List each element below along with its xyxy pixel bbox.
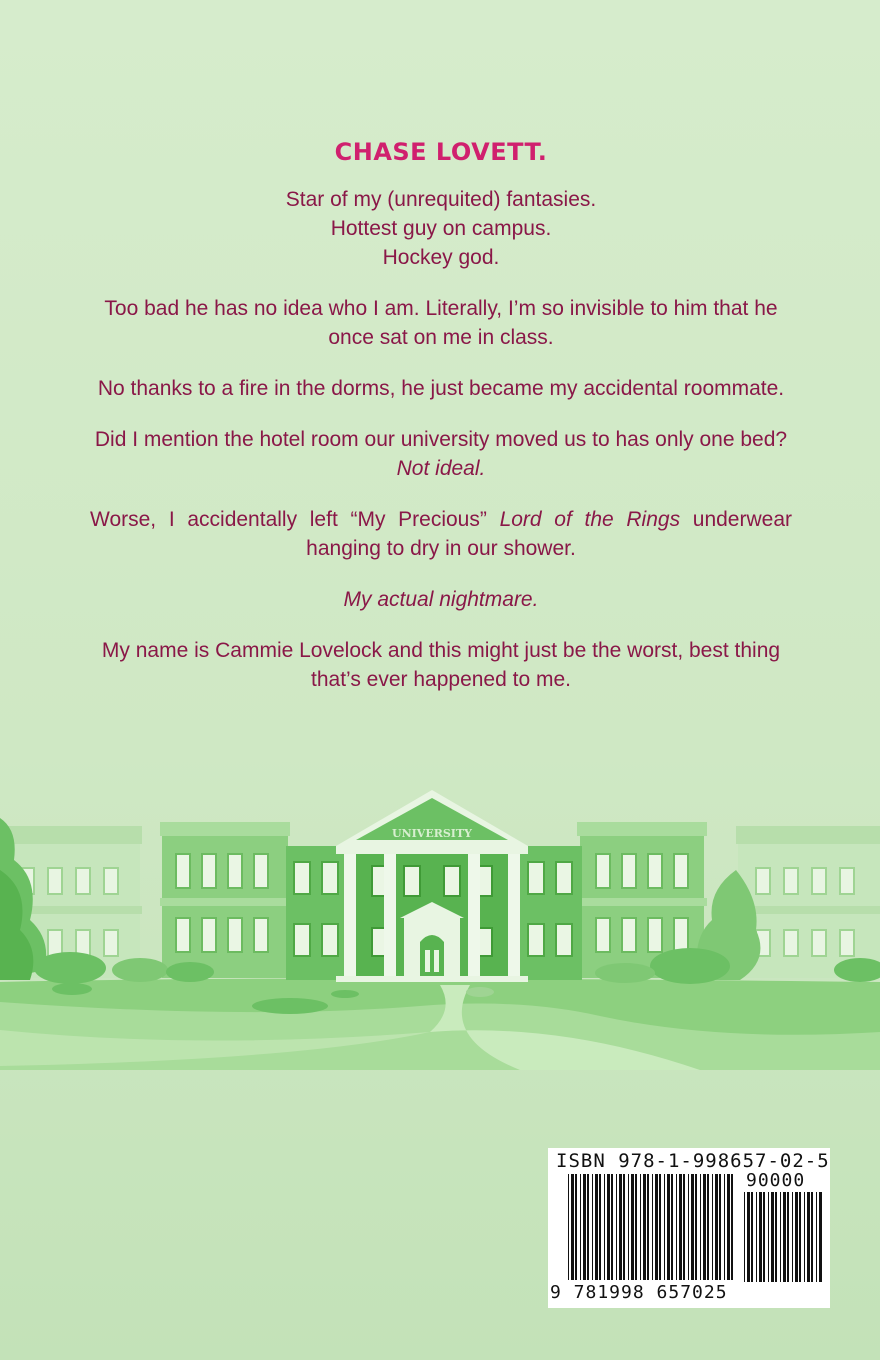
barcode-bar [804,1192,805,1282]
barcode-bar [719,1174,721,1280]
barcode-bar [731,1174,733,1280]
barcode-bar [688,1174,689,1280]
barcode-bar [695,1174,697,1280]
barcode-bar [744,1192,745,1282]
barcode-bar [664,1174,665,1280]
barcode-bar [631,1174,634,1280]
barcode-bar [768,1192,769,1282]
barcode-bar [599,1174,601,1280]
intro-line: Star of my (unrequited) fantasies. [285,188,597,211]
barcode-bar [616,1174,617,1280]
barcode-bar [604,1174,605,1280]
barcode-bar [652,1174,653,1280]
barcode-bar [647,1174,649,1280]
barcode-bar [787,1192,789,1282]
paragraph-roommate: No thanks to a fire in the dorms, he just became my accidental roommate. [97,377,785,400]
paragraph-nightmare [90,585,792,614]
intro-line: Hockey god. [382,246,500,269]
barcode-bar [667,1174,670,1280]
barcode-bar [640,1174,641,1280]
barcode-bar [816,1192,817,1282]
barcode-bar [635,1174,637,1280]
isbn-barcode [548,1148,830,1308]
barcode-bar [756,1192,757,1282]
barcode-bar [700,1174,701,1280]
intro-line: Hottest guy on campus. [330,217,552,240]
lotr-title: Lord of the Rings [499,508,681,531]
barcode-bar [807,1192,810,1282]
blurb [90,138,792,716]
not-ideal-line: Not ideal. [396,457,486,480]
barcode-bar [595,1174,598,1280]
barcode-bar [568,1174,569,1280]
barcode-bar [571,1174,574,1280]
barcode-bar [780,1192,781,1282]
barcode-bar [775,1192,777,1282]
paragraph-closing: My name is Cammie Lovelock and this might just be the worst, best thing that’s ever happened to me. [101,639,781,691]
blurb-title: CHASE LOVETT. [334,138,548,166]
barcode-bar [715,1174,718,1280]
barcode-bar [792,1192,793,1282]
barcode-bar [724,1174,725,1280]
barcode-bar [795,1192,798,1282]
one-bed-line: Did I mention the hotel room our university moved us to has only one bed? [94,428,788,451]
barcode-bar [712,1174,713,1280]
barcode-bar [703,1174,706,1280]
barcode-bar [759,1192,762,1282]
barcode-bar [783,1192,786,1282]
barcode-bar [655,1174,658,1280]
ean-digits: 9 781998 657025 [550,1282,728,1303]
barcode-bar [747,1192,750,1282]
intro-paragraph [90,185,792,272]
underwear-text-b: underwear hanging to dry in our shower. [306,508,792,560]
isbn-label: ISBN 978-1-998657-02-5 [556,1150,830,1172]
barcode-bar [575,1174,577,1280]
barcode-bar [751,1192,753,1282]
nightmare-line: My actual nightmare. [343,588,539,611]
price-code: 90000 [746,1170,806,1191]
barcode-bar [727,1174,730,1280]
barcode-bar [619,1174,622,1280]
barcode-bar [679,1174,682,1280]
barcode-bar [580,1174,581,1280]
barcode-bar [763,1192,765,1282]
paragraph-invisible: Too bad he has no idea who I am. Literally, I’m so invisible to him that he once sat on me in class. [104,297,778,349]
barcode-bar [607,1174,610,1280]
barcode-bar [707,1174,709,1280]
university-sign: UNIVERSITY [392,827,472,840]
paragraph-underwear [90,505,792,563]
barcode-bar [592,1174,593,1280]
barcode-bar [587,1174,589,1280]
paragraph-one-bed [90,425,792,483]
underwear-text-a: Worse, I accidentally left “My Precious” [90,508,500,531]
barcode-bar [628,1174,629,1280]
barcode-bar [819,1192,822,1282]
barcode-bar [683,1174,685,1280]
barcode-bar [611,1174,613,1280]
barcode-bar [671,1174,673,1280]
barcode-bar [583,1174,586,1280]
barcode-bar [659,1174,661,1280]
barcode-bar [771,1192,774,1282]
barcode-bar [623,1174,625,1280]
barcode-bar [676,1174,677,1280]
barcode-bar [799,1192,801,1282]
university-illustration [0,770,880,1070]
barcode-bar [811,1192,813,1282]
barcode-bar [643,1174,646,1280]
barcode-bar [691,1174,694,1280]
